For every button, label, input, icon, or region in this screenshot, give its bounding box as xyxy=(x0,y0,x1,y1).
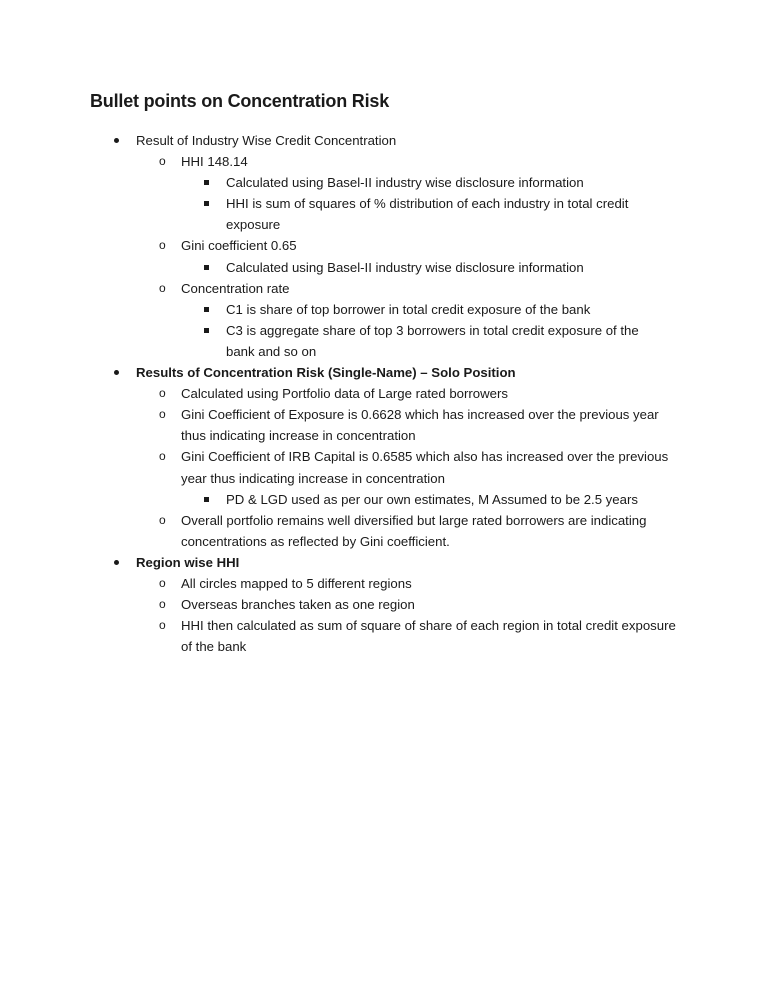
section-region-hhi xyxy=(0,552,768,657)
list-item xyxy=(0,172,768,193)
circle-bullet-icon: o xyxy=(159,386,166,401)
list-item xyxy=(0,573,768,594)
level1-list xyxy=(0,130,768,657)
list-item xyxy=(0,151,768,235)
circle-bullet-icon: o xyxy=(159,597,166,612)
item-label: HHI then calculated as sum of square of share of each region in total credit exposure of the bank xyxy=(181,618,676,655)
square-bullet-icon xyxy=(204,328,209,333)
bullet-list xyxy=(0,130,768,657)
list-item xyxy=(0,320,768,362)
level3-list xyxy=(0,172,768,235)
bullet-dot-icon xyxy=(114,560,119,565)
item-label: Gini coefficient 0.65 xyxy=(181,238,297,254)
level2-list xyxy=(0,151,768,362)
level3-list xyxy=(0,489,768,510)
circle-bullet-icon: o xyxy=(159,154,166,169)
section-single-name-concentration xyxy=(0,362,768,552)
circle-bullet-icon: o xyxy=(159,512,166,527)
item-label: Calculated using Portfolio data of Large rated borrowers xyxy=(181,386,508,402)
circle-bullet-icon: o xyxy=(159,407,166,422)
square-bullet-icon xyxy=(204,180,209,185)
page-title: Bullet points on Concentration Risk xyxy=(90,91,390,111)
list-item xyxy=(0,510,768,552)
circle-bullet-icon: o xyxy=(159,575,166,590)
circle-bullet-icon: o xyxy=(159,238,166,253)
square-bullet-icon xyxy=(204,265,209,270)
item-label: Overall portfolio remains well diversified but large rated borrowers are indicating concentrations as reflected by Gini coefficient. xyxy=(181,512,647,549)
circle-bullet-icon: o xyxy=(159,618,166,633)
section-label: Results of Concentration Risk (Single-Name) – Solo Position xyxy=(136,365,516,381)
list-item xyxy=(0,594,768,615)
list-item xyxy=(0,615,768,657)
item-label: Gini Coefficient of IRB Capital is 0.6585 which also has increased over the previous year thus indicating increase in concentration xyxy=(181,449,669,486)
list-item xyxy=(0,257,768,278)
sub-item-label: C1 is share of top borrower in total credit exposure of the bank xyxy=(226,301,591,317)
list-item xyxy=(0,404,768,446)
sub-item-label: Calculated using Basel-II industry wise disclosure information xyxy=(226,259,584,275)
list-item xyxy=(0,489,768,510)
item-label: Gini Coefficient of Exposure is 0.6628 which has increased over the previous year thus indicating increase in concentration xyxy=(181,407,659,444)
section-label: Region wise HHI xyxy=(136,554,240,570)
list-item xyxy=(0,446,768,509)
list-item xyxy=(0,299,768,320)
level3-list xyxy=(0,299,768,362)
list-item xyxy=(0,383,768,404)
list-item xyxy=(0,193,768,235)
list-item xyxy=(0,278,768,362)
sub-item-label: HHI is sum of squares of % distribution of each industry in total credit exposure xyxy=(226,196,629,233)
section-label: Result of Industry Wise Credit Concentration xyxy=(136,133,397,148)
level3-list xyxy=(0,257,768,278)
item-label: Concentration rate xyxy=(181,280,290,296)
sub-item-label: PD & LGD used as per our own estimates, M Assumed to be 2.5 years xyxy=(226,491,638,507)
sub-item-label: Calculated using Basel-II industry wise disclosure information xyxy=(226,175,584,191)
section-industry-concentration xyxy=(0,130,768,362)
bullet-dot-icon xyxy=(114,138,119,143)
list-item xyxy=(0,235,768,277)
item-label: All circles mapped to 5 different regions xyxy=(181,575,412,591)
item-label: HHI 148.14 xyxy=(181,154,248,170)
circle-bullet-icon: o xyxy=(159,280,166,295)
bullet-dot-icon xyxy=(114,370,119,375)
circle-bullet-icon: o xyxy=(159,449,166,464)
square-bullet-icon xyxy=(204,201,209,206)
level2-list xyxy=(0,383,768,552)
square-bullet-icon xyxy=(204,497,209,502)
square-bullet-icon xyxy=(204,307,209,312)
item-label: Overseas branches taken as one region xyxy=(181,597,415,613)
sub-item-label: C3 is aggregate share of top 3 borrowers in total credit exposure of the bank and so on xyxy=(226,322,639,359)
level2-list xyxy=(0,573,768,657)
